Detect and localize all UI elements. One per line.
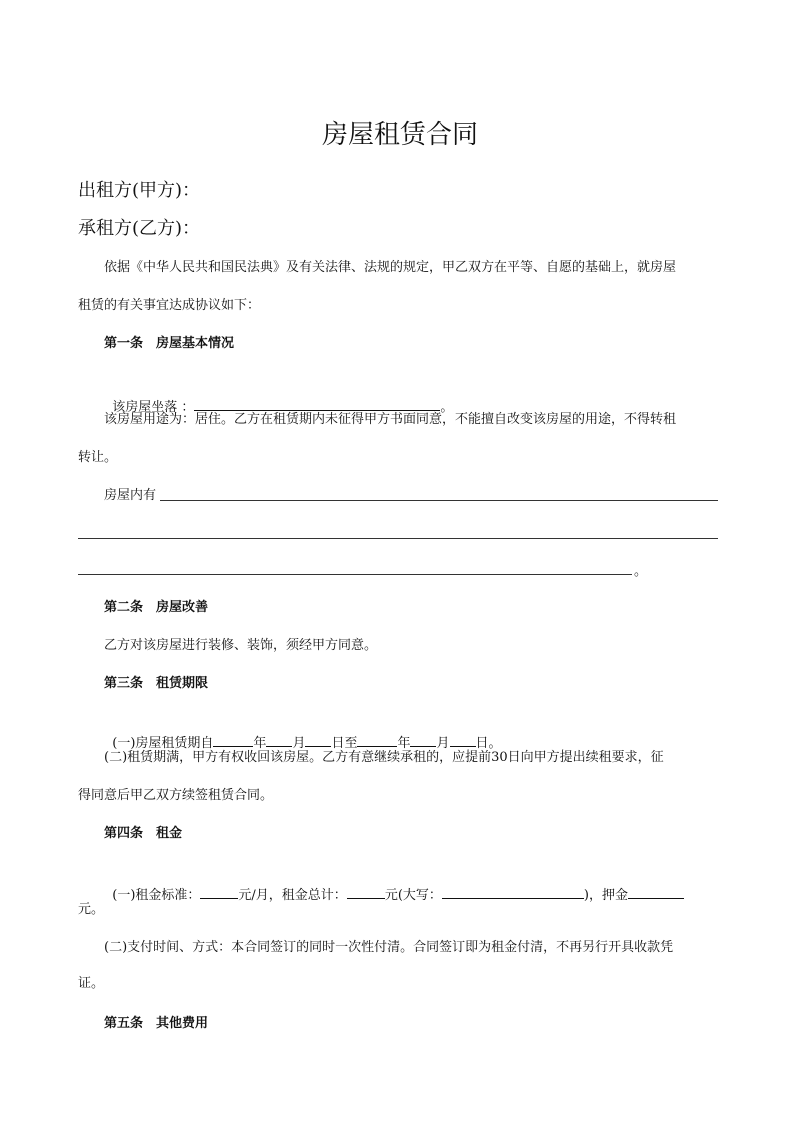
contents-blank-3 bbox=[78, 574, 632, 575]
rent-standard-label: (一)租金标准： bbox=[112, 888, 201, 903]
contents-label: 房屋内有 bbox=[104, 488, 157, 503]
year-unit: 年 bbox=[253, 736, 267, 751]
month-unit: 月 bbox=[292, 736, 306, 751]
capital-amount-blank bbox=[442, 898, 584, 899]
rent-line-end: 元。 bbox=[78, 902, 105, 917]
location-end: 。 bbox=[440, 400, 454, 415]
renewal-line-2: 得同意后甲乙双方续签租赁合同。 bbox=[78, 788, 274, 803]
contents-blank-1 bbox=[160, 500, 718, 501]
document-title: 房屋租赁合同 bbox=[321, 120, 478, 150]
article-2-text: 乙方对该房屋进行装修、装饰，须经甲方同意。 bbox=[104, 638, 378, 653]
total-rent-blank bbox=[347, 898, 385, 899]
lessee-label: 承租方(乙方)： bbox=[78, 218, 201, 239]
renewal-line-1: (二)租赁期满，甲方有权收回该房屋。乙方有意继续承租的，应提前30日向甲方提出续租要求，征 bbox=[104, 750, 664, 765]
payment-line-1: (二)支付时间、方式：本合同签订的同时一次性付清。合同签订即为租金付清，不再另行开具收款凭 bbox=[104, 940, 674, 955]
monthly-rent-blank bbox=[200, 898, 238, 899]
article-3-heading: 第三条 租赁期限 bbox=[104, 676, 209, 691]
lease-term-prefix: (一)房屋租赁期自 bbox=[112, 736, 214, 751]
article-5-heading: 第五条 其他费用 bbox=[104, 1016, 209, 1031]
intro-line-2: 租赁的有关事宜达成协议如下： bbox=[78, 298, 261, 313]
article-1-heading: 第一条 房屋基本情况 bbox=[104, 336, 235, 351]
lessor-label: 出租方(甲方)： bbox=[78, 180, 201, 201]
contents-end: 。 bbox=[634, 564, 648, 579]
use-line-2: 转让。 bbox=[78, 450, 118, 465]
article-4-heading: 第四条 租金 bbox=[104, 826, 183, 841]
deposit-label: )，押金 bbox=[583, 888, 628, 903]
rent-line bbox=[104, 860, 684, 908]
location-label: 该房屋坐落 ： bbox=[112, 400, 195, 415]
day-end-text: 日。 bbox=[475, 736, 502, 751]
payment-line-2: 证。 bbox=[78, 976, 105, 991]
intro-line-1: 依据《中华人民共和国民法典》及有关法律、法规的规定，甲乙双方在平等、自愿的基础上，就房屋 bbox=[104, 260, 677, 275]
rent-capital-label: 元(大写： bbox=[384, 888, 442, 903]
contents-blank-2 bbox=[78, 538, 718, 539]
use-line-1: 该房屋用途为：居住。乙方在租赁期内未征得甲方书面同意，不能擅自改变该房屋的用途，不得转租 bbox=[104, 412, 677, 427]
rent-total-label: 元/月，租金总计： bbox=[238, 888, 347, 903]
month-unit-2: 月 bbox=[436, 736, 450, 751]
day-to-text: 日至 bbox=[331, 736, 358, 751]
article-2-heading: 第二条 房屋改善 bbox=[104, 600, 209, 615]
deposit-blank bbox=[628, 898, 684, 899]
year-unit-2: 年 bbox=[397, 736, 411, 751]
